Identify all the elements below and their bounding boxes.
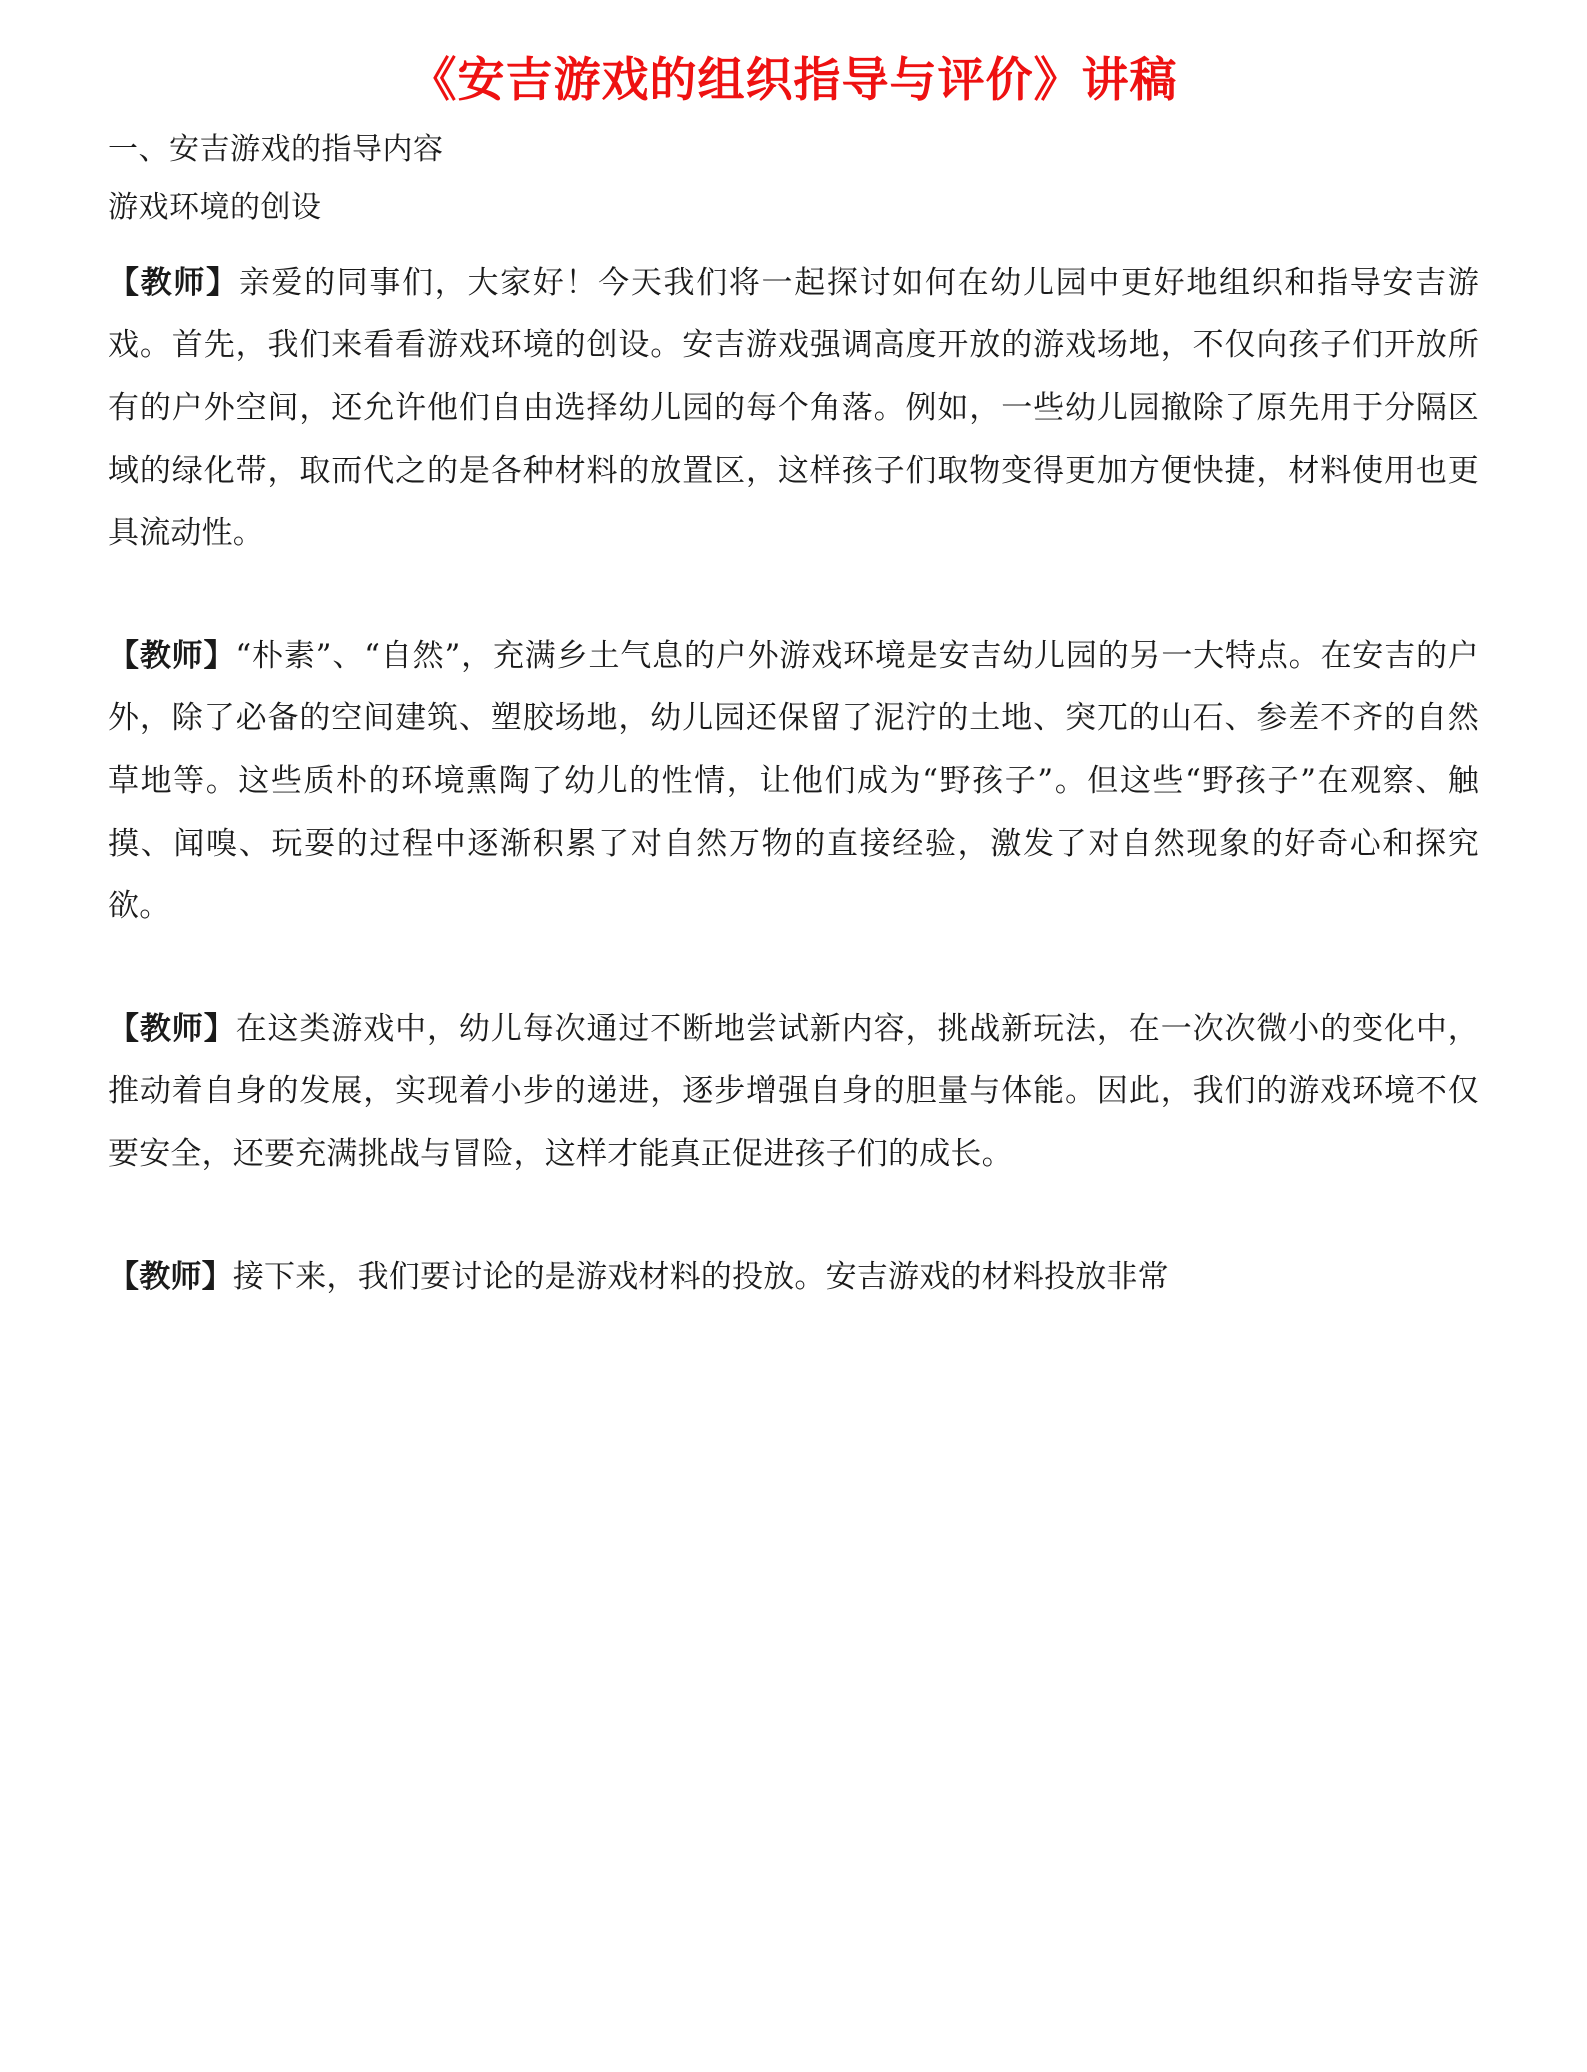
speaker-tag-2: 【教师】 xyxy=(108,637,236,674)
paragraph-3 xyxy=(108,998,1479,1186)
paragraph-3-text: 在这类游戏中，幼儿每次通过不断地尝试新内容，挑战新玩法，在一次次微小的变化中，推动着自身的发展，实现着小步的递进，逐步增强自身的胆量与体能。因此，我们的游戏环境不仅要安全，还要充满挑战与冒险，这样才能真正促进孩子们的成长。 xyxy=(108,1010,1479,1173)
page-title: 《安吉游戏的组织指导与评价》讲稿 xyxy=(409,53,1178,108)
subsection-heading: 游戏环境的创设 xyxy=(108,190,322,226)
spacer xyxy=(108,238,1479,252)
paragraph-4 xyxy=(108,1246,1479,1309)
paragraph-1 xyxy=(108,252,1479,565)
section-heading: 一、安吉游戏的指导内容 xyxy=(108,131,444,167)
paragraph-2 xyxy=(108,625,1479,938)
paragraph-2-text: “朴素”、“自然”，充满乡土气息的户外游戏环境是安吉幼儿园的另一大特点。在安吉的户外，除了必备的空间建筑、塑胶场地，幼儿园还保留了泥泞的土地、突兀的山石、参差不齐的自然草地等。这些质朴的环境熏陶了幼儿的性情，让他们成为“野孩子”。但这些“野孩子”在观察、触摸、闻嗅、玩耍的过程中逐渐积累了对自然万物的直接经验，激发了对自然现象的好奇心和探究欲。 xyxy=(108,637,1479,925)
speaker-tag-3: 【教师】 xyxy=(108,1010,236,1047)
paragraph-1-text: 亲爱的同事们，大家好！今天我们将一起探讨如何在幼儿园中更好地组织和指导安吉游戏。首先，我们来看看游戏环境的创设。安吉游戏强调高度开放的游戏场地，不仅向孩子们开放所有的户外空间，还允许他们自由选择幼儿园的每个角落。例如，一些幼儿园撤除了原先用于分隔区域的绿化带，取而代之的是各种材料的放置区，这样孩子们取物变得更加方便快捷，材料使用也更具流动性。 xyxy=(108,264,1479,552)
paragraph-4-text: 接下来，我们要讨论的是游戏材料的投放。安吉游戏的材料投放非常 xyxy=(232,1258,1169,1295)
speaker-tag-1: 【教师】 xyxy=(108,264,239,301)
speaker-tag-4: 【教师】 xyxy=(108,1258,233,1295)
